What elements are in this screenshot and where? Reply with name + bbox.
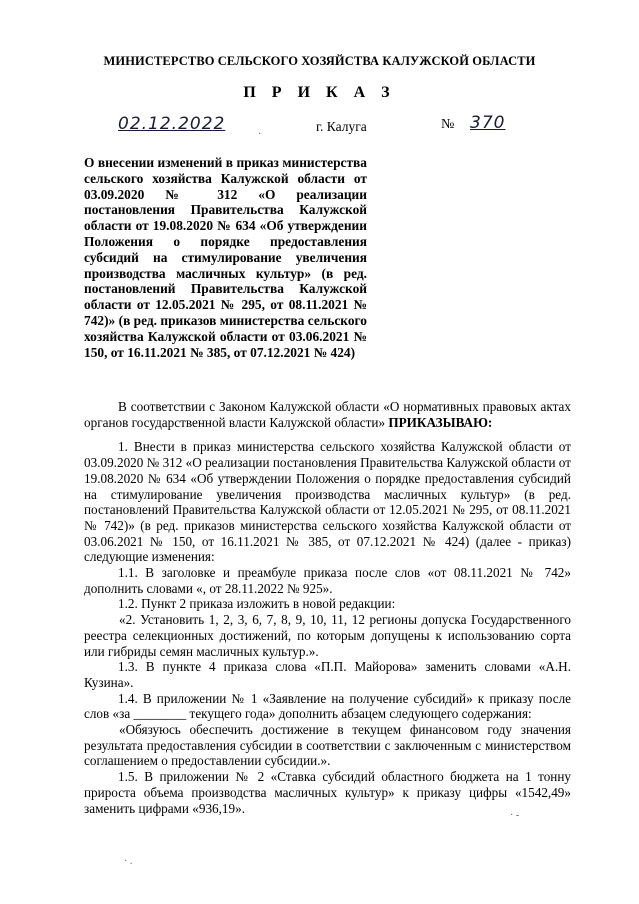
preamble-text: В соответствии с Законом Калужской области «О нормативных правовых актах органов государственной власти Калужской области» [84, 399, 571, 430]
stray-mark: · [258, 129, 262, 140]
stray-mark: · . [124, 856, 133, 867]
document-body [84, 399, 571, 816]
paragraph-1-5: 1.5. В приложении № 2 «Ставка субсидий областного бюджета на 1 тонну прироста объема производства масличных культур» к приказу цифры «1542,49» заменить цифрами «936,19». [84, 769, 571, 816]
handwritten-number: 370 [470, 113, 506, 133]
paragraph-1: 1. Внести в приказ министерства сельского хозяйства Калужской области от 03.09.2020 № 312 «О реализации постановления Правительства Калужской области от 19.08.2020 № 634 «Об утверждении Положения о порядке предоставления субсидий на стимулирование увеличения производства масличных культур» (в ред. постановлений Правительства Калужской области от 12.05.2021 № 295, от 08.11.2021 № 742)» (в ред. приказов министерства сельского хозяйства Калужской области от 03.06.2021 № 150, от 16.11.2021 № 385, от 07.12.2021 № 424) (далее - приказ) следующие изменения: [84, 439, 571, 565]
preamble [84, 399, 571, 430]
decree-word: ПРИКАЗЫВАЮ: [388, 414, 493, 430]
paragraph-1-2: 1.2. Пункт 2 приказа изложить в новой редакции: [118, 596, 396, 612]
ministry-name: МИНИСТЕРСТВО СЕЛЬСКОГО ХОЗЯЙСТВА КАЛУЖСКОЙ ОБЛАСТИ [103, 54, 536, 68]
paragraph-gap [84, 430, 571, 439]
subject-block: О внесении изменений в приказ министерства сельского хозяйства Калужской области от 03.09.2020 № 312 «О реализации постановления Правительства Калужской области от 19.08.2020 № 634 «Об утверждении Положения о порядке предоставления субсидий на стимулирование увеличения производства масличных культур» (в ред. постановлений Правительства Калужской области от 12.05.2021 № 295, от 08.11.2021 № 742)» (в ред. приказов министерства сельского хозяйства Калужской области от 03.06.2021 № 150, от 16.11.2021 № 385, от 07.12.2021 № 424) [84, 155, 367, 360]
document-type-title: П Р И К А З [243, 84, 396, 101]
number-sign: № [441, 117, 455, 132]
stray-mark: · - [510, 810, 520, 821]
city-label: г. Калуга [316, 119, 367, 134]
paragraph-1-2-quote: «2. Установить 1, 2, 3, 6, 7, 8, 9, 10, 11, 12 регионы допуска Государственного реестра селекционных достижений, по которым допущены к использованию сорта или гибриды семян масличных культур.». [84, 612, 571, 659]
handwritten-date: 02.12.2022 [118, 114, 226, 134]
paragraph-1-4: 1.4. В приложении № 1 «Заявление на получение субсидий» к приказу после слов «за ________ текущего года» дополнить абзацем следующего содержания: [84, 690, 571, 722]
paragraph-1-3: 1.3. В пункте 4 приказа слова «П.П. Майорова» заменить словами «А.Н. Кузина». [84, 659, 571, 690]
paragraph-1-1: 1.1. В заголовке и преамбуле приказа после слов «от 08.11.2021 № 742» дополнить словами «, от 28.11.2022 № 925». [84, 565, 571, 596]
paragraph-1-4-quote: «Обязуюсь обеспечить достижение в текущем финансовом году значения результата предоставления субсидии в соответствии с заключенным с министерством соглашением о предоставлении субсидии.». [84, 722, 571, 769]
